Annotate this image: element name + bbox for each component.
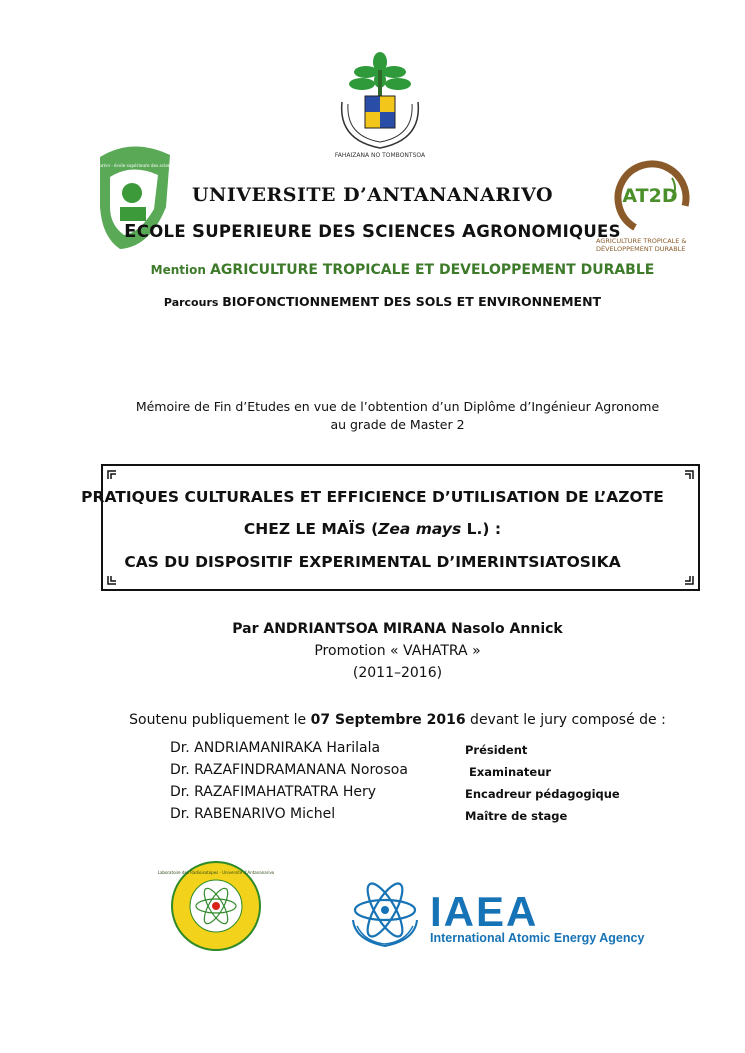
university-seal-logo	[328, 40, 432, 162]
school-name-part: S	[362, 221, 376, 242]
esa-logo-text: université d’Antananarivo · école supérieure des sciences agronomiques	[54, 163, 210, 168]
jury-member-name: Dr. RAZAFINDRAMANANA Norosoa	[170, 762, 408, 778]
iaea-wordmark: IAEA	[430, 888, 539, 935]
author-line: Par ANDRIANTSOA MIRANA Nasolo Annick	[232, 621, 563, 637]
jury-member-role: Maître de stage	[465, 809, 568, 823]
at2d-mark: AT2D	[622, 185, 678, 207]
jury-member-role: Encadreur pédagogique	[465, 787, 620, 801]
jury-member-role: Président	[465, 743, 528, 757]
school-name-part: COLE	[136, 222, 192, 241]
title-line2-post: L.) :	[461, 520, 502, 538]
promotion-years: (2011–2016)	[352, 665, 443, 681]
mention-label: Mention	[150, 263, 211, 277]
at2d-caption-line1: AGRICULTURE TROPICALE &	[596, 237, 687, 245]
seal-motto: FAHAIZANA NO TOMBONTSOA	[334, 152, 426, 159]
defense-pre: Soutenu publiquement le	[129, 712, 311, 728]
promotion: Promotion « VAHATRA »	[314, 643, 481, 659]
defense-statement	[0, 712, 745, 728]
title-line1: PRATIQUES CULTURALES ET EFFICIENCE D’UTILISATION DE L’AZOTE	[81, 488, 664, 506]
school-name-part: S	[191, 221, 206, 242]
jury-member-name: Dr. RABENARIVO Michel	[170, 806, 336, 822]
parcours-label: Parcours	[163, 296, 223, 309]
at2d-caption-line2: DÉVELOPPEMENT DURABLE	[596, 245, 686, 253]
title-line3: CAS DU DISPOSITIF EXPERIMENTAL D’IMERINTSIATOSIKA	[124, 553, 621, 571]
mention	[0, 262, 745, 278]
jury-member-name: Dr. RAZAFIMAHATRATRA Hery	[170, 784, 377, 800]
title-line2-pre: CHEZ LE MAÏS (	[243, 520, 379, 538]
labo-logo-text: Laboratoire des Radioisotopes · Université d’Antananarivo	[157, 870, 275, 875]
school-name-part: GRONOMIQUES	[476, 222, 621, 241]
labo-radioisotopes-logo	[157, 860, 275, 952]
iaea-fullname: International Atomic Energy Agency	[430, 931, 645, 945]
memoire-line1: Mémoire de Fin d’Etudes en vue de l’obtention d’un Diplôme d’Ingénieur Agronome	[135, 399, 660, 414]
parcours-value: BIOFONCTIONNEMENT DES SOLS ET ENVIRONNEMENT	[222, 294, 602, 309]
jury-member-role: Examinateur	[469, 765, 552, 779]
title-species: Zea mays	[378, 520, 462, 538]
corner-ornament	[684, 575, 694, 585]
memoire-line2: au grade de Master 2	[330, 417, 465, 432]
parcours	[0, 294, 745, 309]
school-name-part: CIENCES	[375, 222, 463, 241]
title-line2	[0, 520, 745, 538]
university-name: UNIVERSITE D’ANTANANARIVO	[191, 184, 554, 206]
mention-value: AGRICULTURE TROPICALE ET DEVELOPPEMENT DURABLE	[210, 262, 655, 278]
corner-ornament	[107, 470, 117, 480]
corner-ornament	[684, 470, 694, 480]
school-name-part: E	[124, 221, 137, 242]
defense-date: 07 Septembre 2016	[310, 712, 466, 728]
corner-ornament	[107, 575, 117, 585]
defense-post: devant le jury composé de :	[465, 712, 666, 728]
iaea-emblem	[345, 870, 425, 950]
school-name-part: A	[462, 221, 477, 242]
jury-member-name: Dr. ANDRIAMANIRAKA Harilala	[170, 740, 381, 756]
school-name	[0, 221, 745, 242]
school-name-part: UPERIEURE DES	[205, 222, 363, 241]
